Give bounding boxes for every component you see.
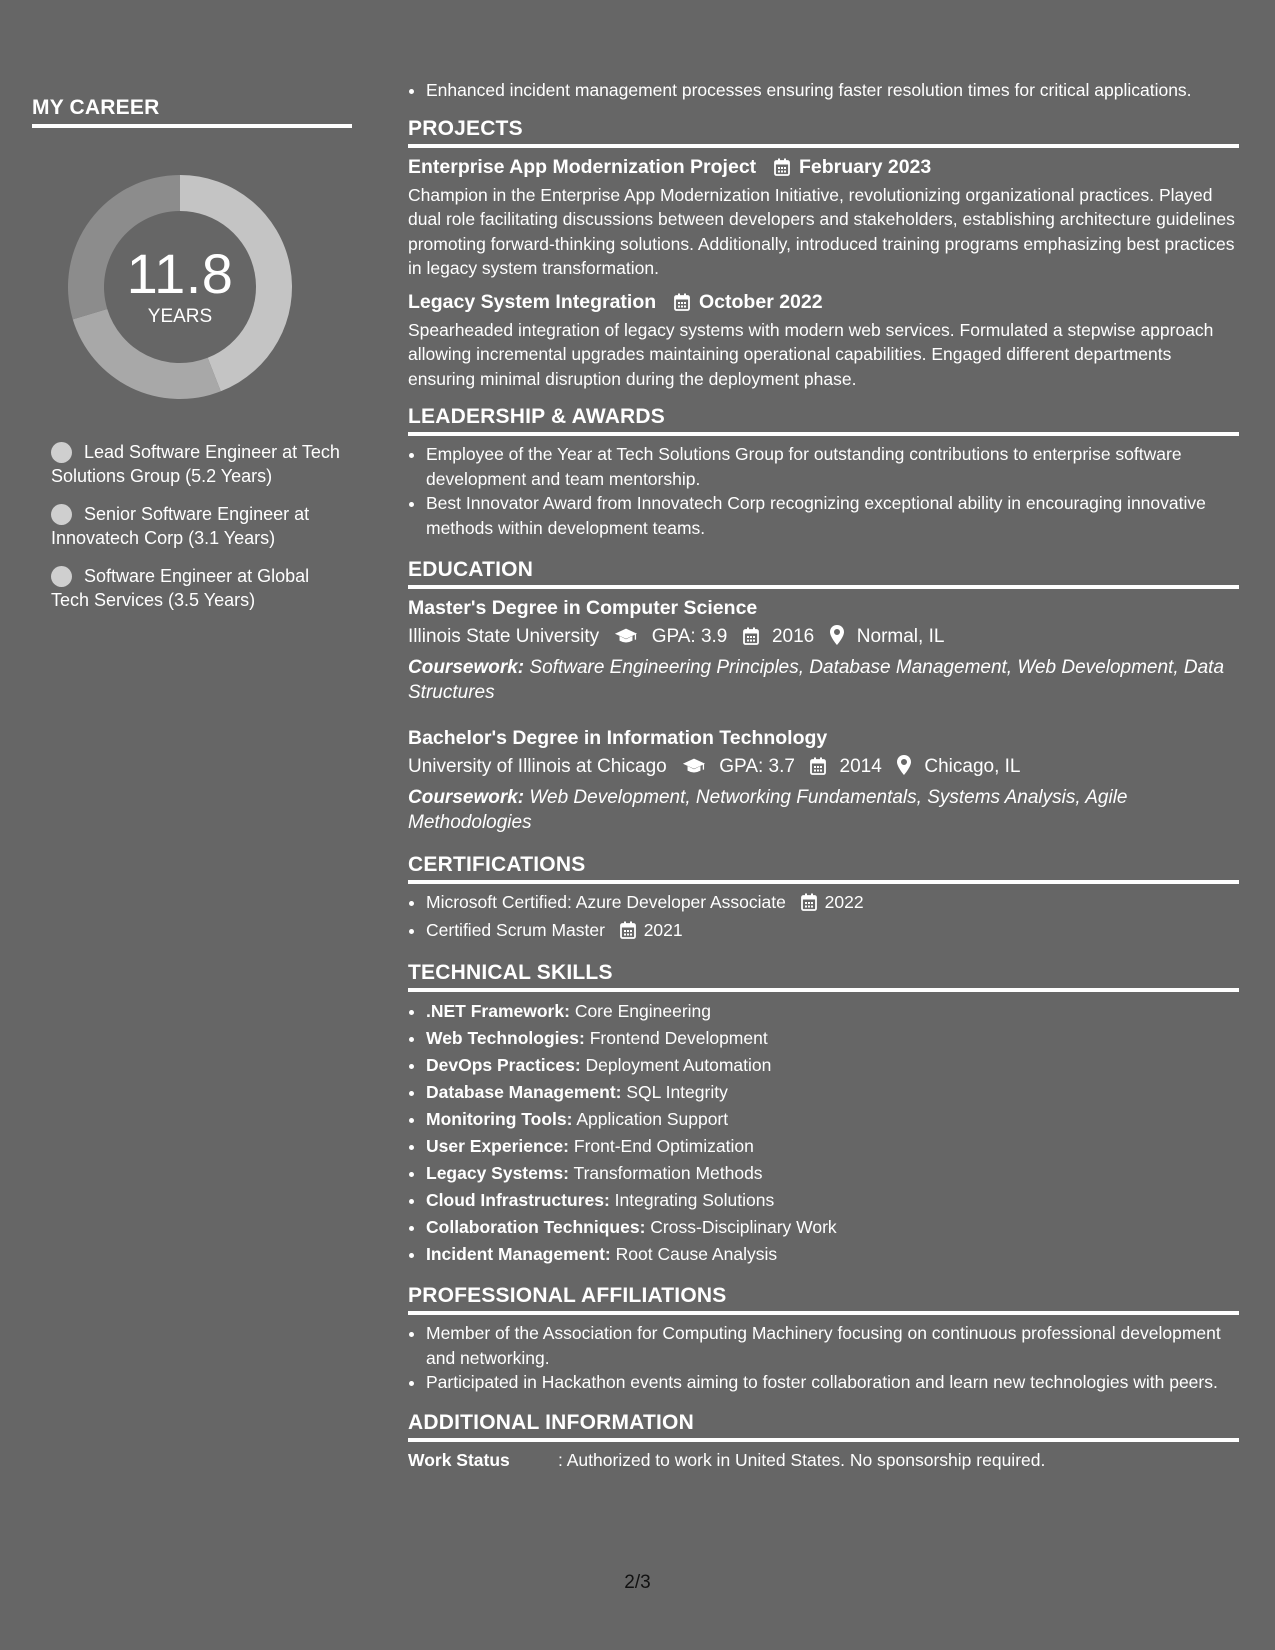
- additional-info-heading: ADDITIONAL INFORMATION: [408, 1411, 1239, 1442]
- legend-dot-icon: [51, 442, 72, 463]
- skills-heading: TECHNICAL SKILLS: [408, 961, 1239, 992]
- certification-year: 2022: [824, 892, 864, 912]
- graduation-year: 2016: [771, 626, 815, 647]
- certification-name: Certified Scrum Master: [426, 919, 605, 940]
- skill-detail: Integrating Solutions: [614, 1190, 775, 1210]
- donut-center: [65, 172, 295, 402]
- list-item: • Participated in Hackathon events aiming to foster collaboration and learn new technologies with peers.: [426, 1370, 1239, 1395]
- list-item: [426, 1241, 1239, 1268]
- education-heading: EDUCATION: [408, 558, 1239, 589]
- list-item: [426, 1214, 1239, 1241]
- certification-name: Microsoft Certified: Azure Developer Associate: [426, 892, 786, 912]
- school-location: Normal, IL: [856, 626, 945, 647]
- page-number: 2/3: [624, 1572, 651, 1593]
- calendar-icon: [774, 157, 790, 183]
- list-item: • Enhanced incident management processes ensuring faster resolution times for critical applications.: [426, 78, 1239, 103]
- leadership-list: [408, 442, 1239, 540]
- project-date: October 2022: [699, 290, 823, 313]
- list-item: • Employee of the Year at Tech Solutions Group for outstanding contributions to enterprise software development and team mentorship.: [426, 442, 1239, 491]
- skill-detail: Frontend Development: [589, 1028, 768, 1048]
- skill-detail: Application Support: [576, 1109, 729, 1129]
- graduation-cap-icon: [614, 626, 638, 654]
- affiliations-list: [408, 1321, 1239, 1395]
- career-legend: [51, 440, 341, 612]
- skill-detail: Transformation Methods: [573, 1163, 763, 1183]
- degree-title: Master's Degree in Computer Science: [408, 597, 758, 619]
- skill-name: User Experience:: [426, 1136, 569, 1156]
- school-location: Chicago, IL: [924, 756, 1021, 777]
- projects-heading: PROJECTS: [408, 117, 1239, 148]
- leadership-heading: LEADERSHIP & AWARDS: [408, 405, 1239, 436]
- gpa: GPA: 3.9: [651, 626, 728, 647]
- school-name: University of Illinois at Chicago: [408, 756, 667, 777]
- skill-detail: Deployment Automation: [585, 1055, 772, 1075]
- coursework-list: Web Development, Networking Fundamentals, Systems Analysis, Agile Methodologies: [408, 787, 1128, 833]
- list-item: [426, 1160, 1239, 1187]
- education-meta: [408, 753, 1239, 784]
- skill-detail: SQL Integrity: [626, 1082, 728, 1102]
- list-item: [426, 1133, 1239, 1160]
- legend-label: Software Engineer at Global Tech Services (3.5 Years): [51, 566, 310, 610]
- gpa: GPA: 3.7: [719, 756, 795, 777]
- calendar-icon: [674, 292, 690, 318]
- coursework: [408, 786, 1239, 835]
- graduation-cap-icon: [682, 756, 706, 784]
- work-status-value: : Authorized to work in United States. No sponsorship required.: [558, 1449, 1046, 1470]
- skills-list: [408, 998, 1239, 1268]
- career-donut-chart: [65, 172, 295, 402]
- certifications-heading: CERTIFICATIONS: [408, 853, 1239, 884]
- legend-item: [51, 440, 341, 488]
- skill-detail: Front-End Optimization: [573, 1136, 754, 1156]
- list-item: [426, 1052, 1239, 1079]
- calendar-icon: [620, 921, 636, 946]
- legend-item: [51, 502, 341, 550]
- list-item: [426, 890, 1239, 918]
- location-pin-icon: [897, 755, 911, 784]
- graduation-year: 2014: [839, 756, 882, 777]
- education-entry: [408, 725, 1239, 835]
- school-name: Illinois State University: [408, 626, 600, 647]
- list-item: [426, 1025, 1239, 1052]
- legend-dot-icon: [51, 504, 72, 525]
- affiliations-heading: PROFESSIONAL AFFILIATIONS: [408, 1284, 1239, 1315]
- list-item: • Best Innovator Award from Innovatech Corp recognizing exceptional ability in encouraging innovative methods within development teams.: [426, 491, 1239, 540]
- project-description: Champion in the Enterprise App Modernization Initiative, revolutionizing organizational practices. Played dual role facilitating discussions between developers and stakeholders, establishing architecture guidelines promoting forward-thinking solutions. Additionally, introduced training programs emphasizing best practices in legacy system transformation.: [408, 184, 1235, 278]
- legend-item: [51, 564, 341, 612]
- list-item: • Member of the Association for Computing Machinery focusing on continuous professional development and networking.: [426, 1321, 1239, 1370]
- skill-name: Web Technologies:: [426, 1028, 585, 1048]
- education-meta: [408, 623, 1239, 654]
- skill-detail: Cross-Disciplinary Work: [650, 1217, 837, 1237]
- list-item: [426, 998, 1239, 1025]
- project-date: February 2023: [799, 155, 932, 178]
- coursework-label: Coursework:: [408, 657, 525, 678]
- project-head: [408, 154, 1239, 183]
- education-entry: [408, 595, 1239, 705]
- skill-name: .NET Framework:: [426, 1001, 570, 1021]
- list-item: [426, 1106, 1239, 1133]
- legend-dot-icon: [51, 566, 72, 587]
- project-name: Enterprise App Modernization Project: [408, 155, 757, 178]
- certifications-list: [408, 890, 1239, 945]
- skill-name: Database Management:: [426, 1082, 622, 1102]
- location-pin-icon: [830, 625, 844, 654]
- project-entry: [408, 289, 1239, 392]
- coursework-list: Software Engineering Principles, Database Management, Web Development, Data Structures: [408, 657, 1225, 703]
- list-item: [426, 918, 1239, 946]
- skill-name: Collaboration Techniques:: [426, 1217, 646, 1237]
- certification-year: 2021: [643, 919, 683, 940]
- main-content: [408, 78, 1239, 1472]
- total-years-unit: YEARS: [147, 306, 213, 327]
- project-description: Spearheaded integration of legacy systems with modern web services. Formulated a stepwise approach allowing incremental upgrades maintaining operational capabilities. Engaged different departments ensuring minimal disruption during the deployment phase.: [408, 319, 1214, 389]
- degree-title: Bachelor's Degree in Information Technology: [408, 727, 828, 749]
- work-status-label: Work Status: [408, 1449, 510, 1470]
- list-item: [426, 1079, 1239, 1106]
- total-years-value: 11.8: [126, 242, 234, 305]
- calendar-icon: [743, 626, 759, 654]
- skill-name: Incident Management:: [426, 1244, 611, 1264]
- calendar-icon: [810, 756, 826, 784]
- skill-detail: Root Cause Analysis: [615, 1244, 778, 1264]
- skill-name: Legacy Systems:: [426, 1163, 569, 1183]
- work-status-row: [408, 1448, 1239, 1472]
- legend-label: Lead Software Engineer at Tech Solutions Group (5.2 Years): [51, 442, 340, 486]
- career-title: MY CAREER: [32, 96, 352, 128]
- career-sidebar: [32, 96, 352, 626]
- calendar-icon: [801, 893, 817, 918]
- coursework: [408, 656, 1239, 705]
- legend-label: Senior Software Engineer at Innovatech Corp (3.1 Years): [51, 504, 310, 548]
- skill-name: Cloud Infrastructures:: [426, 1190, 610, 1210]
- project-name: Legacy System Integration: [408, 290, 657, 313]
- list-item: [426, 1187, 1239, 1214]
- coursework-label: Coursework:: [408, 787, 525, 808]
- project-entry: [408, 154, 1239, 281]
- project-head: [408, 289, 1239, 318]
- skill-detail: Core Engineering: [574, 1001, 712, 1021]
- skill-name: Monitoring Tools:: [426, 1109, 573, 1129]
- skill-name: DevOps Practices:: [426, 1055, 581, 1075]
- experience-tail-list: [408, 78, 1239, 103]
